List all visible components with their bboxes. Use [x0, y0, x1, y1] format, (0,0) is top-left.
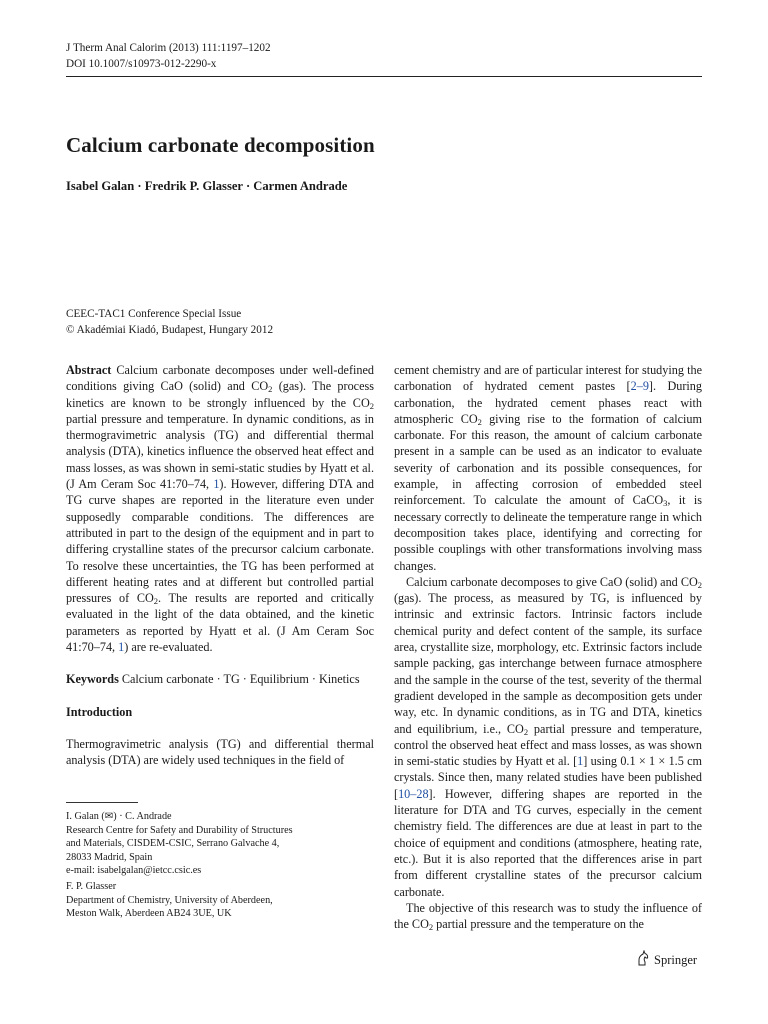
- springer-horse-icon: [636, 950, 650, 970]
- authors: Isabel Galan · Fredrik P. Glasser · Carmen Andrade: [66, 179, 348, 193]
- right-column: [394, 362, 702, 932]
- paragraph: cement chemistry and are of particular interest for studying the carbonation of hydrated cement pastes [2–9]. During carbonation, the hydrated cement phases react with atmospheric $CO_2$ giving rise to the formation of calcium carbonate. For this reason, the amount of calcium carbonate present in a sample can be used as an indicator to evaluate severity of carbonation and its possible consequences, for example, in affecting corrosion of embedded steel reinforcement. To calculate the amount of CaCO$_3$, it is necessary correctly to delineate the temperature range in which decomposition takes place, identifying and correcting for possible couplings with other transformations involving mass changes.: [394, 363, 702, 573]
- issue-info: [66, 306, 273, 338]
- citation-link[interactable]: 1: [118, 640, 125, 655]
- citation-link[interactable]: 1: [213, 477, 220, 492]
- email-link[interactable]: e-mail: isabelgalan@ietcc.csic.es: [66, 865, 202, 877]
- journal-info: [66, 40, 271, 72]
- paper-title: Calcium carbonate decomposition: [66, 133, 375, 157]
- journal-citation: J Therm Anal Calorim (2013) 111:1197–1202: [66, 42, 271, 54]
- special-issue: CEEC-TAC1 Conference Special Issue: [66, 308, 242, 320]
- copyright: © Akadémiai Kiadó, Budapest, Hungary 2012: [66, 324, 274, 336]
- paragraph: Calcium carbonate decomposes to give CaO (solid) and $CO_2$ (gas). The process, as measured by TG, is influenced by intrinsic and extrinsic factors. Intrinsic factors include chemical purity and defect content of the sample, its surface area, crystallite size, morphology, etc. Extrinsic factors include sample packing, gas interchange between furnace atmosphere and the sample in the course of the test, severity of the thermal gradient developed in the sample as decomposition gets under way, etc. In dynamic conditions, as in TG and DTA, kinetics and equilibrium, i.e., $CO_2$ partial pressure and temperature, control the observed heat effect and mass losses, as was shown in semi-static studies by Hyatt et al. [1] using 0.1 × 1 × 1.5 cm crystals. Since then, many related studies have been published [10–28]. However, differing shapes are reported in the literature for DTA and TG curves, especially in the cement chemistry field. The differences are due at least in part to the choice of equipment and conditions (atmosphere, heating rate, etc.). But it is also reported that the differences arise in part from different crystalline states of the precursor calcium carbonate.: [394, 574, 703, 899]
- keywords-label: Keywords: [66, 672, 119, 687]
- abstract-label: Abstract: [66, 363, 112, 377]
- introduction-paragraph: Thermogravimetric analysis (TG) and differential thermal analysis (DTA) are widely used techniques in the field of: [66, 736, 374, 768]
- footnote-rule: [66, 802, 138, 803]
- publisher-name: Springer: [654, 952, 698, 967]
- keywords: Keywords Calcium carbonate · TG · Equilibrium · Kinetics: [66, 672, 360, 687]
- paragraph: The objective of this research was to study the influence of the $CO_2$ partial pressure and the temperature on the: [394, 900, 702, 933]
- abstract: Abstract Calcium carbonate decomposes under well-defined conditions giving CaO (solid) and $CO_2$ (gas). The process kinetics are known to be strongly influenced by the $CO_2$ partial pressure and temperature. In dynamic conditions, as in thermogravimetric analysis (TG) and differential thermal analysis (DTA), kinetics influence the observed heat effect and mass losses, as was shown in semi-static studies by Hyatt et al. (J Am Ceram Soc 41:70–74, 1). However, differing DTA and TG curve shapes are reported in the literature even under supposedly comparable conditions. The differences are attributed in part to the design of the equipment and in part to differing crystalline states of the precursor calcium carbonate. To resolve these uncertainties, the TG has been performed at different heating rates and at different but controlled partial pressures of $CO_2$. The results are reported and critically evaluated in the light of the data obtained, and the kinetic parameters as reported by Hyatt et al. (J Am Ceram Soc 41:70–74, 1) are re-evaluated.: [66, 363, 375, 655]
- doi: DOI 10.1007/s10973-012-2290-x: [66, 58, 217, 70]
- introduction-heading: Introduction: [66, 704, 133, 719]
- affiliation-glasser: F. P. Glasser Department of Chemistry, University of Aberdeen, Meston Walk, Aberdeen AB24 3UE, UK: [66, 881, 273, 920]
- header-rule: [66, 76, 702, 77]
- left-column: [66, 362, 374, 769]
- affiliation-galan-andrade: I. Galan (✉) · C. Andrade Research Centre for Safety and Durability of Structures and Materials, CISDEM-CSIC, Serrano Galvache 4, 28033 Madrid, Spain e-mail: isabelgalan@ietcc.csic.es: [66, 810, 366, 878]
- citation-link[interactable]: 2–9: [630, 379, 649, 394]
- citation-link[interactable]: 1: [577, 754, 584, 769]
- publisher-mark: [636, 950, 697, 970]
- citation-link[interactable]: 10–28: [398, 786, 429, 801]
